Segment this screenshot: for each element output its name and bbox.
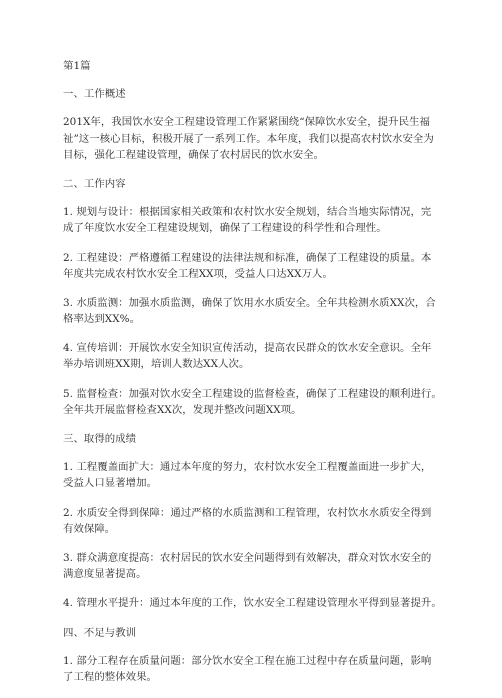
paragraph-line: 目标，强化工程建设管理，确保了农村居民的饮水安全。 [63, 148, 325, 161]
paragraph-line: 格率达到XX%。 [63, 313, 141, 326]
paragraph-line: 2. 水质安全得到保障：通过严格的水质监测和工程管理，农村饮水水质安全得到 [63, 506, 432, 519]
paragraph [63, 595, 445, 611]
section-heading [63, 625, 445, 641]
paragraph [63, 204, 445, 236]
paragraph [63, 340, 445, 372]
section-heading-text: 四、不足与教训 [63, 626, 137, 639]
part-label-text: 第1篇 [63, 60, 91, 72]
paragraph-line: 5. 监督检查：加强对饮水安全工程建设的监督检查，确保了工程建设的顺利进行。 [63, 387, 442, 400]
paragraph-line: 4. 宣传培训：开展饮水安全知识宣传活动，提高农民群众的饮水安全意识。全年 [63, 342, 432, 355]
paragraph [63, 653, 445, 685]
part-label [63, 58, 445, 74]
section-heading-text: 三、取得的成绩 [63, 433, 137, 445]
section-heading [63, 431, 445, 447]
paragraph-line: 1. 工程覆盖面扩大：通过本年度的努力，农村饮水安全工程覆盖面进一步扩大， [63, 461, 432, 474]
paragraph [63, 114, 445, 163]
paragraph-line: 1. 规划与设计：根据国家相关政策和农村饮水安全规划，结合当地实际情况，完 [63, 206, 432, 219]
document-body [63, 58, 445, 698]
paragraph-line: 成了年度饮水安全工程建设规划，确保了工程建设的科学性和合理性。 [63, 222, 387, 235]
section-heading [63, 176, 445, 192]
paragraph-line: 全年共开展监督检查XX次，发现并整改问题XX项。 [63, 403, 302, 416]
paragraph-line: 满意度显著提高。 [63, 568, 147, 581]
paragraph-line: 年度共完成农村饮水安全工程XX项，受益人口达XX万人。 [63, 267, 333, 280]
section-heading [63, 86, 445, 102]
paragraph [63, 459, 445, 491]
paragraph-line: 祉”这一核心目标，积极开展了一系列工作。本年度，我们以提高农村饮水安全为 [63, 132, 434, 145]
paragraph [63, 250, 445, 282]
paragraph [63, 386, 445, 418]
paragraph-line: 201X年，我国饮水安全工程建设管理工作紧紧围绕“保障饮水安全，提升民生福 [63, 116, 430, 129]
paragraph [63, 550, 445, 582]
paragraph [63, 295, 445, 327]
paragraph-line: 受益人口显著增加。 [63, 477, 157, 490]
paragraph [63, 505, 445, 537]
section-heading-text: 一、工作概述 [63, 88, 126, 101]
section-heading-text: 二、工作内容 [63, 177, 126, 190]
paragraph-line: 举办培训班XX期，培训人数达XX人次。 [63, 358, 250, 371]
paragraph-line: 3. 水质监测：加强水质监测，确保了饮用水水质安全。全年共检测水质XX次，合 [63, 296, 436, 309]
paragraph-line: 2. 工程建设：严格遵循工程建设的法律法规和标准，确保了工程建设的质量。本 [63, 251, 432, 264]
paragraph-line: 4. 管理水平提升：通过本年度的工作，饮水安全工程建设管理水平得到显著提升。 [63, 597, 442, 610]
paragraph-line: 3. 群众满意度提高：农村居民的饮水安全问题得到有效解决，群众对饮水安全的 [63, 551, 432, 564]
paragraph-line: 1. 部分工程存在质量问题：部分饮水安全工程在施工过程中存在质量问题，影响 [63, 654, 432, 667]
paragraph-line: 有效保障。 [63, 522, 116, 535]
paragraph-line: 了工程的整体效果。 [63, 670, 157, 683]
